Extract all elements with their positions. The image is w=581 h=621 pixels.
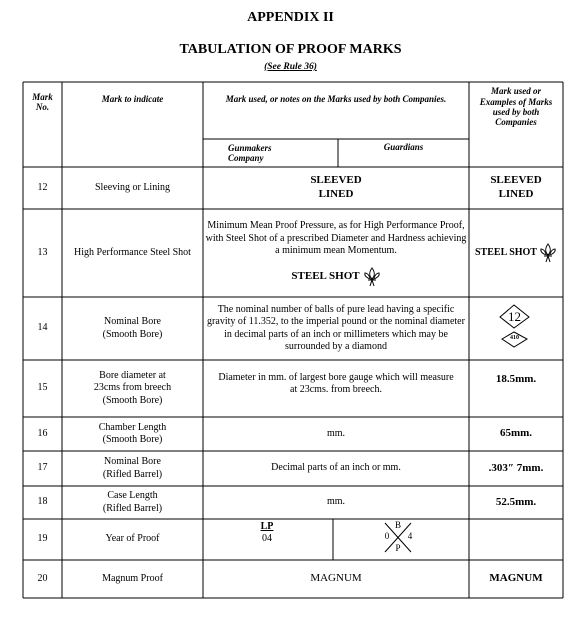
row-15-mark-used: Diameter in mm. of largest bore gauge which will measure at 23cms. from breech.: [218, 371, 454, 395]
row-15-indicate: Bore diameter at 23cms from breech (Smooth Bore): [93, 369, 172, 406]
steel-shot-label: STEEL SHOT: [291, 270, 360, 283]
year-mark-letter-0: 0: [384, 531, 390, 542]
row-18-indicate: Case Length (Rifled Barrel): [102, 490, 163, 514]
year-mark-letter-4: 4: [407, 531, 413, 542]
row-17-mark-used: Decimal parts of an inch or mm.: [271, 462, 401, 474]
row-13-example-label: STEEL SHOT: [475, 246, 537, 258]
year-mark-letter-b: B: [394, 520, 401, 531]
row-14-mark-used: The nominal number of balls of pure lead having a specific gravity of 11.352, to the imperial pound or the nominal diameter in decimal parts of an inch or millimeters which may be surrounded by a diamond: [207, 303, 465, 352]
row-18-example: 52.5mm.: [495, 495, 537, 508]
row-16-mark-used: mm.: [326, 427, 346, 439]
row-12-example: SLEEVED LINED: [490, 174, 542, 200]
rule-reference: (See Rule 36): [264, 62, 317, 72]
row-16-example: 65mm.: [499, 427, 533, 440]
row-16-number: 16: [37, 427, 48, 439]
row-13-mark-used-notes: Minimum Mean Proof Pressure, as for High Performance Proof, with Steel Shot of a prescribed Diameter and Hardness achieving a minimum mean Momentum.: [205, 220, 467, 257]
row-19-gunmakers-mark: [203, 519, 333, 560]
row-12-indicate: Sleeving or Lining: [95, 181, 170, 193]
row-19-indicate: Year of Proof: [105, 533, 160, 545]
row-17-indicate: Nominal Bore (Rifled Barrel): [102, 456, 163, 480]
header-gunmakers: Gunmakers Company: [228, 142, 272, 163]
row-14-number: 14: [37, 322, 48, 334]
row-14-example: [469, 297, 563, 360]
row-18-number: 18: [37, 496, 48, 508]
row-17-number: 17: [37, 462, 48, 474]
row-13-steel-shot-mark: [203, 262, 469, 292]
row-20-number: 20: [37, 572, 48, 584]
row-14-diamond-410: 410: [510, 335, 519, 342]
fleur-de-lis-icon: [539, 243, 557, 263]
row-19-number: 19: [37, 533, 48, 545]
row-13-example: [469, 209, 563, 297]
row-14-diamond-bore: 12: [508, 308, 521, 324]
row-18-mark-used: mm.: [326, 496, 346, 508]
year-mark-lp: LP: [260, 520, 274, 532]
row-20-indicate: Magnum Proof: [102, 572, 163, 584]
row-20-mark-used: MAGNUM: [310, 572, 362, 585]
header-mark-no: Mark No.: [32, 91, 53, 112]
row-15-number: 15: [37, 382, 48, 394]
header-mark-to-indicate: Mark to indicate: [101, 93, 164, 104]
row-13-indicate: High Performance Steel Shot: [74, 246, 191, 258]
row-15-example: 18.5mm.: [495, 373, 537, 386]
appendix-title: APPENDIX II: [247, 10, 334, 25]
row-19-example: [469, 519, 563, 560]
year-mark-04: 04: [262, 532, 272, 544]
year-mark-letter-p: P: [395, 543, 401, 554]
row-14-indicate: Nominal Bore (Smooth Bore): [102, 316, 163, 340]
header-examples: Mark used or Examples of Marks used by both Companies: [479, 86, 553, 128]
row-16-indicate: Chamber Length (Smooth Bore): [98, 421, 167, 445]
row-13-number: 13: [37, 246, 48, 258]
document-title: TABULATION OF PROOF MARKS: [179, 42, 402, 57]
row-17-example: .303″ 7mm.: [488, 461, 544, 474]
row-19-guardians-mark: [333, 519, 469, 560]
fleur-de-lis-icon: [363, 267, 381, 287]
header-guardians: Guardians: [383, 141, 424, 152]
header-mark-used: Mark used, or notes on the Marks used by both Companies.: [225, 93, 447, 104]
row-12-number: 12: [37, 181, 48, 193]
row-20-example: MAGNUM: [489, 572, 543, 585]
row-12-mark-used: SLEEVED LINED: [310, 174, 362, 200]
